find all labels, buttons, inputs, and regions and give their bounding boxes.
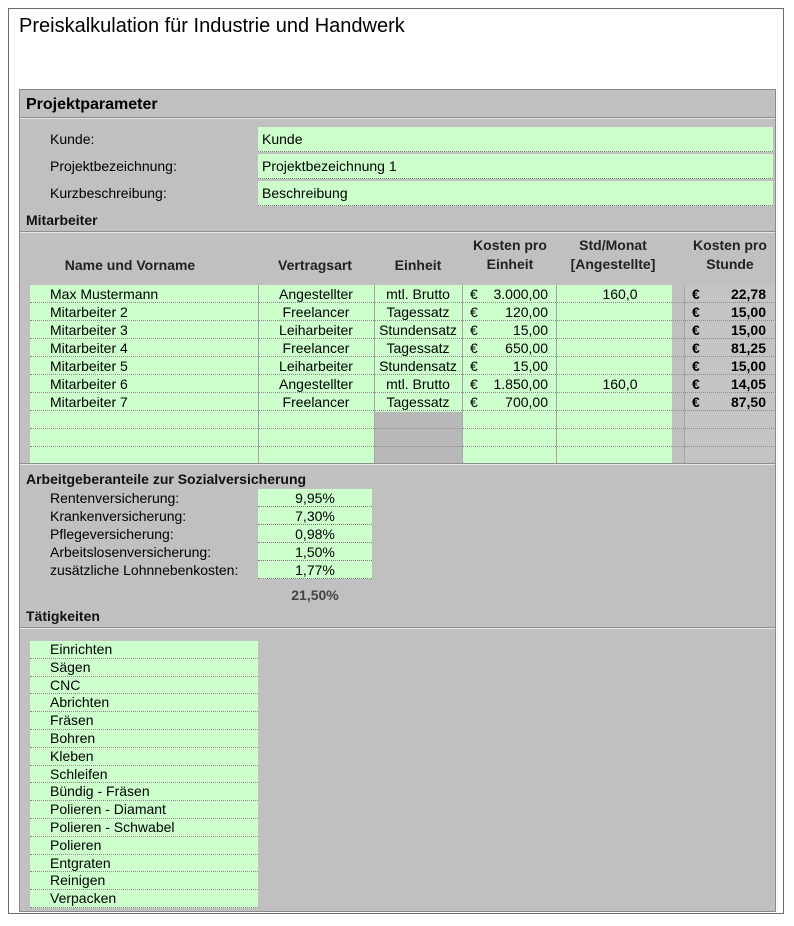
employee-hourly: 22,78 (730, 286, 766, 302)
social-label: Pflegeversicherung: (50, 526, 174, 542)
hourly-currency: € (692, 286, 700, 302)
employee-name: Mitarbeiter 6 (50, 376, 128, 392)
header-cost-line1: Kosten pro (473, 237, 547, 253)
unit-col-empty-area (374, 412, 462, 463)
cost-currency: € (470, 358, 478, 374)
social-label: zusätzliche Lohnnebenkosten: (50, 562, 239, 578)
activities-heading: Tätigkeiten (26, 608, 100, 624)
activity-label: Bohren (50, 730, 96, 746)
activity-item[interactable] (30, 659, 258, 677)
project-field-label: Projektbezeichnung: (50, 158, 177, 174)
employee-hours (556, 339, 684, 357)
document-title: Preiskalkulation für Industrie und Handwerk (19, 15, 405, 37)
social-label: Rentenversicherung: (50, 490, 180, 506)
employee-unit: Tagessatz (386, 304, 450, 320)
activity-item[interactable] (30, 712, 258, 730)
activity-item[interactable] (30, 730, 258, 748)
sheet-frame (8, 8, 784, 914)
employee-row[interactable] (20, 321, 776, 339)
activity-label: Verpacken (50, 890, 117, 907)
social-heading: Arbeitgeberanteile zur Sozialversicherung (26, 471, 307, 487)
social-value: 7,30% (295, 508, 335, 524)
employee-contract: Leiharbeiter (279, 322, 353, 338)
hourly-currency: € (692, 322, 700, 338)
header-hourly-line1: Kosten pro (693, 237, 767, 253)
employee-cost: 650,00 (505, 340, 548, 356)
social-value: 1,77% (295, 562, 335, 578)
activities-heading-rule (20, 627, 775, 629)
activity-label: Polieren - Schwabel (50, 819, 175, 835)
activity-label: Reinigen (50, 872, 106, 889)
activity-item[interactable] (30, 872, 258, 890)
activity-label: Bündig - Fräsen (50, 783, 150, 800)
employee-contract: Angestellter (279, 286, 353, 302)
employee-hours (556, 303, 684, 321)
activity-item[interactable] (30, 801, 258, 819)
employee-hours (556, 321, 684, 339)
employee-unit: Stundensatz (379, 322, 457, 338)
employee-contract: Leiharbeiter (279, 358, 353, 374)
cost-currency: € (470, 322, 478, 338)
hourly-currency: € (692, 304, 700, 320)
employee-row[interactable] (20, 393, 776, 411)
social-value: 1,50% (295, 544, 335, 560)
employee-contract: Angestellter (279, 376, 353, 392)
activity-item[interactable] (30, 819, 258, 837)
employees-bottom-rule (20, 463, 775, 465)
activity-label: Polieren - Diamant (50, 801, 166, 818)
activity-label: Kleben (50, 747, 94, 764)
project-field-input[interactable] (258, 154, 773, 179)
employee-contract: Freelancer (282, 304, 350, 320)
employees-heading: Mitarbeiter (26, 212, 98, 228)
employee-row[interactable] (20, 339, 776, 357)
employee-cost: 15,00 (512, 322, 548, 338)
hourly-currency: € (692, 340, 700, 356)
social-label: Arbeitslosenversicherung: (50, 544, 212, 560)
employee-unit: mtl. Brutto (386, 286, 450, 302)
employee-hourly: 14,05 (730, 376, 766, 392)
employee-hours: 160,0 (602, 376, 638, 392)
employee-hourly: 15,00 (730, 358, 766, 374)
activity-item[interactable] (30, 748, 258, 766)
employee-name: Mitarbeiter 3 (50, 322, 128, 338)
header-hourly-line2: Stunde (706, 256, 754, 272)
employee-row[interactable] (20, 285, 776, 303)
header-cost-line2: Einheit (486, 256, 534, 272)
header-hours-line1: Std/Monat (579, 237, 647, 253)
header-name: Name und Vorname (64, 257, 196, 273)
employee-unit: Tagessatz (386, 394, 450, 410)
social-total: 21,50% (291, 587, 339, 603)
social-value: 9,95% (295, 490, 335, 506)
social-value-input[interactable] (258, 489, 372, 507)
activity-label: CNC (50, 676, 81, 693)
activity-item[interactable] (30, 677, 258, 695)
social-value-input[interactable] (258, 525, 372, 543)
social-value-input[interactable] (258, 507, 372, 525)
header-contract: Vertragsart (278, 257, 352, 273)
social-value-input[interactable] (258, 561, 372, 579)
social-value: 0,98% (295, 526, 335, 542)
employee-name: Mitarbeiter 2 (50, 304, 128, 320)
hourly-currency: € (692, 394, 700, 410)
employee-hourly: 81,25 (730, 340, 766, 356)
activity-item[interactable] (30, 641, 258, 659)
activity-item[interactable] (30, 694, 258, 712)
project-field-input[interactable] (258, 127, 773, 152)
project-field-label: Kunde: (50, 131, 95, 147)
employee-contract: Freelancer (282, 340, 350, 356)
employees-heading-rule (20, 231, 775, 233)
employee-name: Mitarbeiter 5 (50, 358, 128, 374)
activity-item[interactable] (30, 766, 258, 784)
employee-cost: 15,00 (512, 358, 548, 374)
hourly-currency: € (692, 376, 700, 392)
employee-row[interactable] (20, 303, 776, 321)
project-heading-rule (20, 117, 775, 119)
employee-name: Mitarbeiter 7 (50, 394, 128, 410)
employee-row[interactable] (20, 375, 776, 393)
cost-currency: € (470, 304, 478, 320)
activity-item[interactable] (30, 837, 258, 855)
employee-hourly: 87,50 (730, 394, 766, 410)
project-field-value: Beschreibung (262, 185, 348, 201)
social-value-input[interactable] (258, 543, 372, 561)
cost-currency: € (470, 394, 478, 410)
employee-cost: 3.000,00 (493, 286, 548, 302)
employee-hours (556, 393, 684, 411)
employee-unit: Stundensatz (379, 358, 457, 374)
header-unit: Einheit (394, 257, 442, 273)
employee-unit: Tagessatz (386, 340, 450, 356)
activity-item[interactable] (30, 855, 258, 873)
activity-label: Sägen (50, 658, 91, 675)
header-hours-line2: [Angestellte] (570, 256, 656, 272)
row-grid-line (30, 428, 776, 429)
employee-name: Mitarbeiter 4 (50, 340, 128, 356)
project-field-value: Projektbezeichnung 1 (262, 158, 397, 174)
activity-label: Polieren (50, 836, 102, 853)
employee-cost: 120,00 (505, 304, 548, 320)
employee-hours (556, 357, 684, 375)
project-field-label: Kurzbeschreibung: (50, 185, 167, 201)
activity-label: Entgraten (50, 854, 111, 871)
row-grid-line (30, 446, 776, 447)
employee-name: Max Mustermann (50, 286, 159, 302)
cost-currency: € (470, 286, 478, 302)
employee-cost: 1.850,00 (493, 376, 548, 392)
employee-hourly: 15,00 (730, 322, 766, 338)
cost-currency: € (470, 340, 478, 356)
activity-label: Abrichten (50, 694, 110, 711)
cost-currency: € (470, 376, 478, 392)
social-label: Krankenversicherung: (50, 508, 187, 524)
employee-hourly: 15,00 (730, 304, 766, 320)
calculation-panel (19, 89, 776, 912)
activity-label: Fräsen (50, 712, 94, 729)
employee-cost: 700,00 (505, 394, 548, 410)
activity-item[interactable] (30, 783, 258, 801)
employee-hours: 160,0 (602, 286, 638, 302)
activity-label: Schleifen (50, 765, 108, 782)
project-field-input[interactable] (258, 181, 773, 206)
activity-label: Einrichten (50, 641, 113, 657)
project-heading: Projektparameter (26, 96, 158, 113)
hourly-currency: € (692, 358, 700, 374)
employee-contract: Freelancer (282, 394, 350, 410)
employee-unit: mtl. Brutto (386, 376, 450, 392)
activity-item[interactable] (30, 890, 258, 908)
project-field-value: Kunde (262, 131, 303, 147)
employee-row[interactable] (20, 357, 776, 375)
